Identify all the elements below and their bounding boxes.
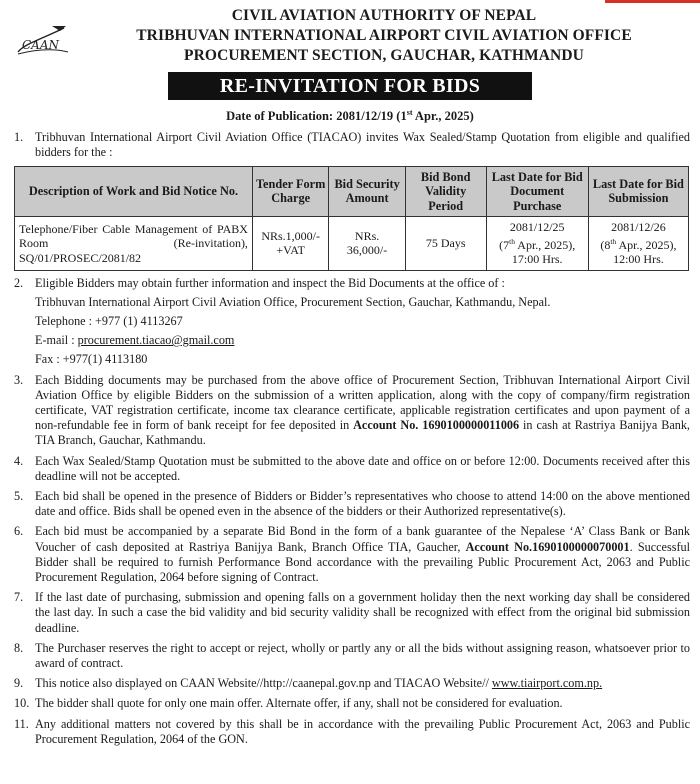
bid-table	[14, 166, 689, 271]
col-header-submission-date: Last Date for Bid Submission	[588, 166, 688, 217]
fax: Fax : +977(1) 4113180	[35, 352, 148, 367]
clause-6: 6. Each bid must be accompanied by a separate Bid Bond in the form of a bank guarantee of the Nepalese ‘A’ Class Bank or Bank Voucher of cash deposited at Rastriya Banijya Bank, Branch Office TIA, Gaucher, Account No.1690100000070001. Successful Bidder shall be required to furnish Performance Bond accordance with the prevailing Public Procurement Act, 2063 and Public Procurement Regulation, 2064 before signing of Contract.	[14, 524, 690, 585]
office-name: TRIBHUVAN INTERNATIONAL AIRPORT CIVIL AVIATION OFFICE	[136, 27, 632, 44]
clause-4: 4. Each Wax Sealed/Stamp Quotation must be submitted to the above date and office on or before 12:00. Documents received after this deadline will not be accepted.	[14, 453, 690, 483]
col-header-security: Bid Security Amount	[329, 166, 405, 217]
col-header-purchase-date: Last Date for Bid Document Purchase	[486, 166, 588, 217]
cell-security: NRs. 36,000/-	[329, 217, 405, 271]
clause-7: 7. If the last date of purchasing, submission and opening falls on a government holiday then the next working day shall be considered the last day. In such a case the bid validity and bid security validity shall be recognized with effect from the original bid submission deadline.	[14, 590, 690, 635]
clause-3: 3. Each Bidding documents may be purchased from the above office of Procurement Section, Tribhuvan International Airport Civil Aviation Office by eligible Bidders on the submission of a written application, along with the copy of company/firm registration certificate, VAT registration certificate, income tax clearance certificate, applicable registration certificates and upon payment of a non-refundable fee in form of bank receipt for fee deposited in Account No. 1690100000011006 in cash at Rastriya Banijya Bank, TIA Branch, Gauchar, Kathmandu.	[14, 372, 690, 448]
section-name: PROCUREMENT SECTION, GAUCHAR, KATHMANDU	[184, 47, 584, 64]
email-link[interactable]: procurement.tiacao@gmail.com	[77, 333, 235, 348]
col-header-validity: Bid Bond Validity Period	[405, 166, 486, 217]
cell-validity: 75 Days	[405, 217, 486, 271]
table-header-row	[15, 166, 689, 217]
clause-8: 8. The Purchaser reserves the right to accept or reject, wholly or partly any or all the bids without assigning reason, whatsoever prior to award of contract.	[14, 640, 690, 671]
caan-logo	[14, 22, 70, 56]
cell-submission-date: 2081/12/26 (8th Apr., 2025), 12:00 Hrs.	[588, 217, 688, 271]
office-address: Tribhuvan International Airport Civil Aviation Office, Procurement Section, Gauchar, Kathmandu, Nepal.	[35, 294, 551, 309]
account-number-fee: Account No. 1690100000011006	[353, 418, 520, 433]
notice-header	[0, 0, 700, 72]
organization-heading	[78, 6, 690, 66]
cell-purchase-date: 2081/12/25 (7th Apr., 2025), 17:00 Hrs.	[486, 217, 588, 271]
org-name: CIVIL AVIATION AUTHORITY OF NEPAL	[231, 7, 537, 24]
clause-9: 9. This notice also displayed on CAAN Website//http://caanepal.gov.np and TIACAO Website// www.tiairport.com.np.	[14, 676, 603, 691]
notice-title: RE-INVITATION FOR BIDS	[168, 72, 532, 100]
publication-date: Date of Publication: 2081/12/19 (1st Apr., 2025)	[226, 108, 474, 124]
email-line: E-mail : procurement.tiacao@gmail.com	[35, 333, 235, 348]
clause-5: 5. Each bid shall be opened in the presence of Bidders or Bidder’s representatives who choose to attend 14:00 on the above mentioned date and office. Bids shall be opened even in the absence of the bidders or their Authorized representative(s).	[14, 489, 690, 519]
svg-text:CAAN: CAAN	[22, 38, 60, 52]
table-row	[15, 217, 689, 271]
telephone: Telephone : +977 (1) 4113267	[35, 313, 183, 328]
clause-2: 2. Eligible Bidders may obtain further information and inspect the Bid Documents at the office of : Tribhuvan International Airport Civil Aviation Office, Procurement Section, Gauchar, Kathmandu, Nepal. Telephone : +977 (1) 4113267 E-mail : procurement.tiacao@gmail.com Fax : +977(1) 4113180	[0, 276, 700, 368]
clause-10: 10. The bidder shall quote for only one main offer. Alternate offer, if any, shall not be considered for evaluation.	[14, 696, 563, 711]
cell-form-charge: NRs.1,000/- +VAT	[252, 217, 328, 271]
col-header-description: Description of Work and Bid Notice No.	[15, 166, 253, 217]
col-header-form-charge: Tender Form Charge	[252, 166, 328, 217]
cell-description: Telephone/Fiber Cable Management of PABX Room (Re-invitation), SQ/01/PROSEC/2081/82	[15, 217, 253, 271]
account-number-bid-bond: Account No.1690100000070001	[465, 539, 630, 554]
clause-11: 11. Any additional matters not covered by this shall be in accordance with the prevailing Public Procurement Act, 2063 and Public Procurement Regulation, 2064 of the GON.	[14, 716, 690, 746]
website-link[interactable]: www.tiairport.com.np.	[491, 676, 603, 691]
clause-1: 1. Tribhuvan International Airport Civil Aviation Office (TIACAO) invites Wax Sealed/Stamp Quotation from eligible and qualified bidders for the :	[14, 130, 690, 160]
